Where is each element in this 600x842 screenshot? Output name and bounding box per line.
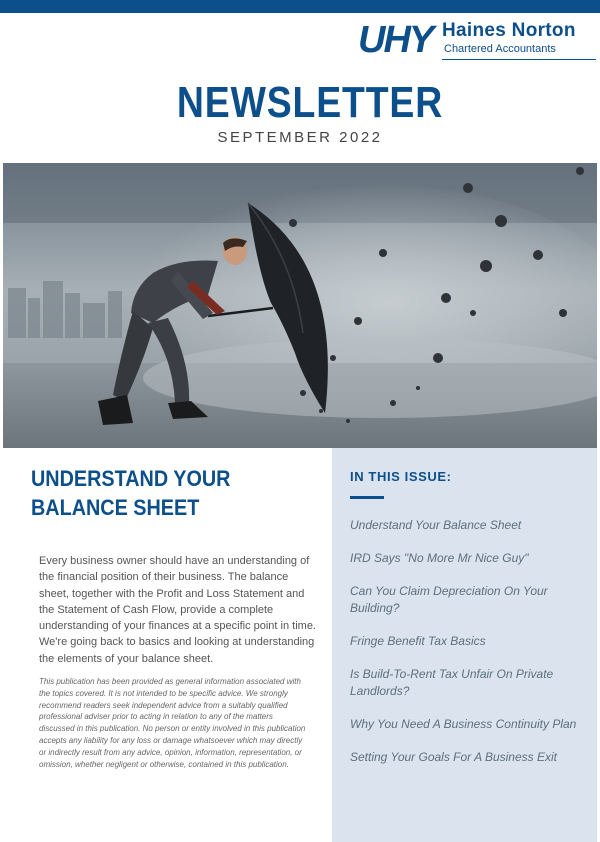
logo-company-name: Haines Norton <box>442 20 576 41</box>
top-accent-bar <box>0 0 600 13</box>
issue-item-build-to-rent[interactable]: Is Build-To-Rent Tax Unfair On Private Landlords? <box>350 667 554 698</box>
issue-item-depreciation[interactable]: Can You Claim Depreciation On Your Building? <box>350 584 548 615</box>
logo-subtitle: Chartered Accountants <box>444 43 556 55</box>
logo-underline <box>442 59 596 60</box>
heading-rule <box>350 496 384 499</box>
newsletter-title: NEWSLETTER <box>176 78 444 127</box>
article-title: UNDERSTAND YOUR BALANCE SHEET <box>31 466 231 520</box>
logo-mark: UHY <box>358 19 433 61</box>
issue-list <box>350 517 590 782</box>
article-intro: Every business owner should have an understanding of the financial position of their business. The balance sheet, together with the Profit and Loss Statement and the Statement of Cash Flow, provide a complete understanding of your finances at a specific point in time. We're going back to basics and looking at understanding the elements of your balance sheet. <box>39 555 316 665</box>
in-this-issue-heading: IN THIS ISSUE: <box>350 469 452 484</box>
issue-item-balance-sheet[interactable]: Understand Your Balance Sheet <box>350 518 522 532</box>
issue-item-continuity-plan[interactable]: Why You Need A Business Continuity Plan <box>350 717 577 731</box>
issue-date: SEPTEMBER 2022 <box>217 129 383 146</box>
hero-image <box>3 163 597 448</box>
disclaimer-text: This publication has been provided as general information associated with the topics covered. It is not intended to be specific advice. We strongly recommend readers seek independent advice from a suitably qualified professional adviser prior to acting in relation to any of the matters discussed in this publication. No person or entity involved in this publication accepts any liability for any loss or damage whatsoever which may directly or indirectly result from any advice, opinion, information, representation, or omission, whether negligent or otherwise, contained in this publication. <box>39 677 306 769</box>
issue-item-fbt[interactable]: Fringe Benefit Tax Basics <box>350 634 486 648</box>
hero-illustration <box>3 163 597 448</box>
issue-item-business-exit[interactable]: Setting Your Goals For A Business Exit <box>350 750 557 764</box>
issue-item-ird[interactable]: IRD Says "No More Mr Nice Guy" <box>350 551 529 565</box>
company-logo <box>358 18 598 70</box>
